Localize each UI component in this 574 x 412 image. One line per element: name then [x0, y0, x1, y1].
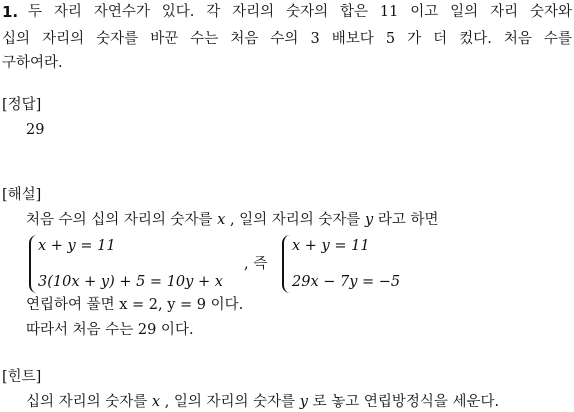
problem-text-line-2: 십의 자리의 숫자를 바꾼 수는 처음 수의 3 배보다 5 가 더 컸다. 처음 수를 [2, 31, 572, 47]
solution-line-1-text-c: 라고 하면 [377, 212, 439, 228]
system-2-brace [282, 235, 291, 293]
solution-line-1-text-a: 처음 수의 십의 자리의 숫자를 [26, 212, 213, 228]
hint-text-a: 십의 자리의 숫자를 [26, 394, 148, 410]
hint-label: [힌트] [2, 369, 42, 385]
problem-text-line-1: 두 자리 자연수가 있다. 각 자리의 숫자의 합은 11 이고 일의 자리 숫자와 [28, 4, 572, 20]
hint-var-x: x [151, 394, 161, 410]
solution-final-line: 따라서 처음 수는 29 이다. [26, 322, 194, 338]
hint-line [26, 392, 499, 412]
answer-value: 29 [26, 122, 45, 138]
var-y: y [365, 212, 374, 228]
hint-text-b: , 일의 자리의 숫자를 [164, 394, 296, 410]
solution-line-1-text-b: , 일의 자리의 숫자를 [229, 212, 361, 228]
system-2-equation-1: x + y = 11 [292, 238, 370, 254]
solution-line-1 [26, 210, 439, 230]
answer-label: [정답] [2, 97, 42, 113]
var-x: x [217, 212, 226, 228]
solution-solve-line: 연립하여 풀면 x = 2, y = 9 이다. [26, 297, 244, 313]
system-2-equation-2: 29x − 7y = −5 [292, 274, 401, 290]
problem-text-line-3: 구하여라. [2, 55, 63, 71]
problem-number: 1. [2, 3, 19, 21]
hint-var-y: y [299, 394, 308, 410]
system-1-brace [29, 235, 38, 293]
solution-label: [해설] [2, 187, 42, 203]
connector-text: , 즉 [244, 256, 268, 272]
system-1-equation-2: 3(10x + y) + 5 = 10y + x [38, 274, 223, 290]
hint-text-c: 로 놓고 연립방정식을 세운다. [312, 394, 500, 410]
system-1-equation-1: x + y = 11 [38, 238, 116, 254]
